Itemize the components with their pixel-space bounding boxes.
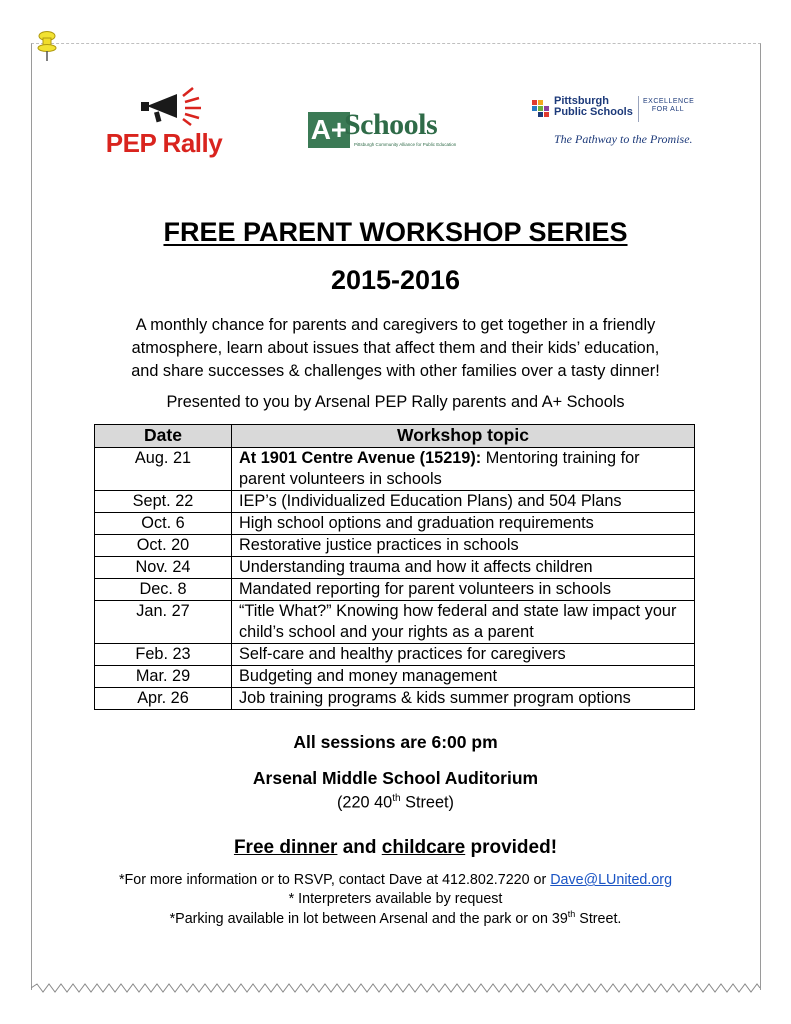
a-plus-schools-logo: [308, 108, 480, 152]
pep-rally-wordmark: PEP Rally: [105, 128, 223, 158]
series-year: 2015-2016: [330, 265, 461, 295]
row-topic: Job training programs & kids summer program options: [232, 688, 695, 710]
pushpin-icon: [35, 30, 59, 62]
pep-rally-logo: [101, 86, 227, 158]
row-topic: IEP’s (Individualized Education Plans) and 504 Plans: [232, 491, 695, 513]
contact-info: *For more information or to RSVP, contact Dave at 412.802.7220 or Dave@LUnited.org: [118, 872, 673, 888]
row-topic: Budgeting and money management: [232, 666, 695, 688]
table-row: [95, 535, 695, 557]
workshop-schedule-table: [94, 424, 695, 710]
pps-excellence: EXCELLENCE FOR ALL: [643, 98, 695, 113]
pittsburgh-public-schools-logo: [530, 95, 695, 152]
free-dinner-childcare: Free dinner and childcare provided!: [233, 837, 558, 858]
row-topic: Mandated reporting for parent volunteers in schools: [232, 579, 695, 601]
intro-paragraph: A monthly chance for parents and caregivers to get together in a friendly atmosphere, learn about issues that affect them and their kids’ education, and share successes & challenges with other families over a tasty dinner!: [131, 316, 660, 380]
table-header-row: [95, 425, 695, 448]
row-date: Dec. 8: [95, 579, 232, 601]
table-row: [95, 448, 695, 491]
contact-email-link[interactable]: Dave@LUnited.org: [550, 872, 673, 888]
row-date: Feb. 23: [95, 644, 232, 666]
table-row: [95, 644, 695, 666]
row-date: Jan. 27: [95, 601, 232, 644]
session-time: All sessions are 6:00 pm: [293, 732, 498, 752]
row-date: Oct. 6: [95, 513, 232, 535]
row-topic: At 1901 Centre Avenue (15219): Mentoring training for parent volunteers in schools: [232, 448, 695, 491]
table-row: [95, 601, 695, 644]
row-topic: High school options and graduation requirements: [232, 513, 695, 535]
row-topic: Understanding trauma and how it affects children: [232, 557, 695, 579]
a-plus-mark: A+: [308, 112, 350, 148]
table-row: [95, 557, 695, 579]
pps-divider: [638, 96, 639, 122]
table-row: [95, 666, 695, 688]
row-date: Mar. 29: [95, 666, 232, 688]
row-date: Nov. 24: [95, 557, 232, 579]
presented-by: Presented to you by Arsenal PEP Rally parents and A+ Schools: [166, 393, 625, 411]
row-date: Apr. 26: [95, 688, 232, 710]
row-date: Oct. 20: [95, 535, 232, 557]
column-header-topic: Workshop topic: [232, 425, 695, 448]
pps-pathway-tagline: The Pathway to the Promise.: [554, 132, 693, 146]
column-header-date: Date: [95, 425, 232, 448]
parking-note: *Parking available in lot between Arsenal and the park or on 39th Street.: [169, 909, 622, 927]
row-date: Aug. 21: [95, 448, 232, 491]
row-topic: “Title What?” Knowing how federal and state law impact your child’s school and your rights as a parent: [232, 601, 695, 644]
pps-name: Pittsburgh Public Schools: [554, 95, 633, 118]
table-row: [95, 491, 695, 513]
pps-cubes-icon: [530, 98, 552, 120]
table-row: [95, 579, 695, 601]
a-plus-tagline: Pittsburgh Community Alliance for Public Education: [354, 142, 457, 147]
table-row: [95, 688, 695, 710]
table-row: [95, 513, 695, 535]
interpreters-note: * Interpreters available by request: [288, 891, 503, 907]
a-plus-wordmark: Schools: [344, 108, 438, 141]
page-tear-edge: [31, 982, 760, 994]
row-topic: Self-care and healthy practices for caregivers: [232, 644, 695, 666]
row-topic: Restorative justice practices in schools: [232, 535, 695, 557]
row-date: Sept. 22: [95, 491, 232, 513]
page-title: FREE PARENT WORKSHOP SERIES: [163, 217, 628, 247]
venue-address: (220 40th Street): [337, 793, 454, 812]
venue-name: Arsenal Middle School Auditorium: [252, 768, 539, 788]
megaphone-icon: [137, 86, 213, 126]
